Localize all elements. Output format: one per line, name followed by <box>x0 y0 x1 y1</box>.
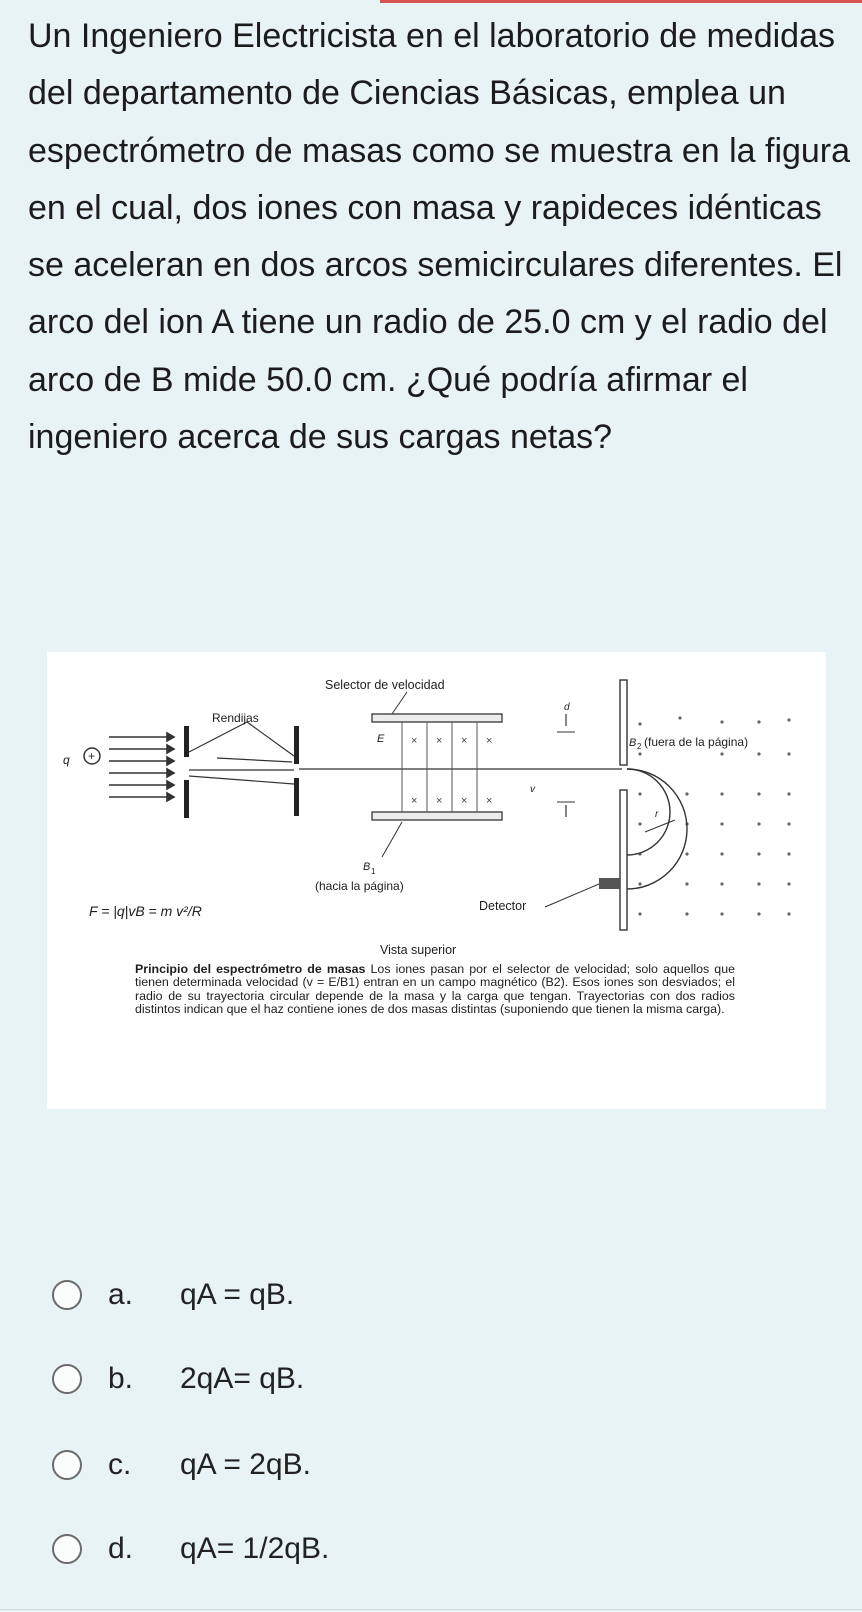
svg-text:×: × <box>411 735 418 747</box>
option-b[interactable] <box>52 1357 305 1401</box>
b1-pointer <box>382 822 402 857</box>
d-label: d <box>564 702 570 713</box>
selector-pointer <box>392 692 407 714</box>
slit-plate-1-bottom <box>184 780 189 818</box>
velocity-selector-label: Selector de velocidad <box>325 678 445 692</box>
top-accent-line <box>380 0 862 3</box>
b2-label: B <box>629 737 637 749</box>
b1-label: B <box>363 861 371 873</box>
option-d[interactable] <box>52 1527 330 1571</box>
figure-diagram <box>47 652 826 1109</box>
ion-path-small-arc <box>627 769 687 889</box>
radius-line <box>645 820 675 832</box>
selector-plate-top <box>372 714 502 722</box>
slits-label: Rendijas <box>212 711 259 725</box>
option-a-letter: a. <box>108 1278 134 1311</box>
slit-plate-2-top <box>294 726 299 764</box>
option-d-letter: d. <box>108 1532 134 1565</box>
caption-title: Principio del espectrómetro de masas <box>135 962 366 976</box>
detector-block <box>599 878 620 889</box>
svg-text:×: × <box>486 735 493 747</box>
selector-plate-bottom <box>372 812 502 820</box>
question-text: Un Ingeniero Electricista en el laboratorio de medidas del departamento de Ciencias Básicas, emplea un espectrómetro de masas como se muestra en la figura en el cual, dos iones con masa y rapideces idénticas se aceleran en dos arcos semicirculares diferentes. El arco del ion A tiene un radio de 25.0 cm y el radio del arco de B mide 50.0 cm. ¿Qué podría afirmar el ingeniero acerca de sus cargas netas? <box>28 17 851 457</box>
option-c-text: qA = 2qB. <box>180 1448 311 1481</box>
option-a-text: qA = qB. <box>180 1278 295 1311</box>
plus-sign-icon: + <box>88 749 96 763</box>
b1-direction-label: (hacia la página) <box>315 879 404 893</box>
option-b-radio[interactable] <box>52 1364 82 1394</box>
caption-body: Los iones pasan por el selector de velocidad; solo aquellos que tienen determinada velocidad (v = E/B1) entran en un campo magnético (B2). Esos iones son desviados; el radio de su trayectoria circular depende de la masa y la carga que tengan. Trayectorias con dos radios distintos indican que el haz contiene iones de dos masas distintas (suponiendo que tienen la misma carga). <box>135 962 735 1017</box>
e-field-label: E <box>377 733 385 745</box>
detector-plate-bottom <box>620 790 627 930</box>
v-label: v <box>530 784 535 795</box>
b2-sub-label: 2 <box>637 742 642 751</box>
beam-arrows <box>109 733 174 801</box>
slit-plate-1-top <box>184 726 189 757</box>
bottom-divider <box>0 1609 862 1610</box>
detector-plate-top <box>620 680 627 765</box>
charge-label: q <box>63 753 70 767</box>
svg-text:×: × <box>461 735 468 747</box>
b2-direction-label: (fuera de la página) <box>644 735 749 749</box>
option-d-text: qA= 1/2qB. <box>180 1532 330 1565</box>
option-c-radio[interactable] <box>52 1450 82 1480</box>
slit-rays <box>189 722 294 784</box>
b1-sub-label: 1 <box>371 867 376 876</box>
r-label: r <box>655 809 659 820</box>
svg-text:×: × <box>411 795 418 807</box>
view-label: Vista superior <box>380 943 457 957</box>
figure-caption <box>135 963 735 1017</box>
option-d-radio[interactable] <box>52 1534 82 1564</box>
option-c[interactable] <box>52 1443 311 1487</box>
force-formula: F = |q|vB = m v²/R <box>89 903 202 919</box>
svg-text:×: × <box>461 795 468 807</box>
option-b-text: 2qA= qB. <box>180 1362 305 1395</box>
svg-text:×: × <box>436 735 443 747</box>
mass-spectrometer-figure <box>47 652 826 1109</box>
option-c-letter: c. <box>108 1448 132 1481</box>
option-a[interactable] <box>52 1273 295 1317</box>
svg-text:×: × <box>436 795 443 807</box>
svg-text:×: × <box>486 795 493 807</box>
detector-pointer <box>545 884 599 907</box>
option-a-radio[interactable] <box>52 1280 82 1310</box>
option-b-letter: b. <box>108 1362 134 1395</box>
detector-label: Detector <box>479 899 527 913</box>
slit-plate-2-bottom <box>294 778 299 816</box>
